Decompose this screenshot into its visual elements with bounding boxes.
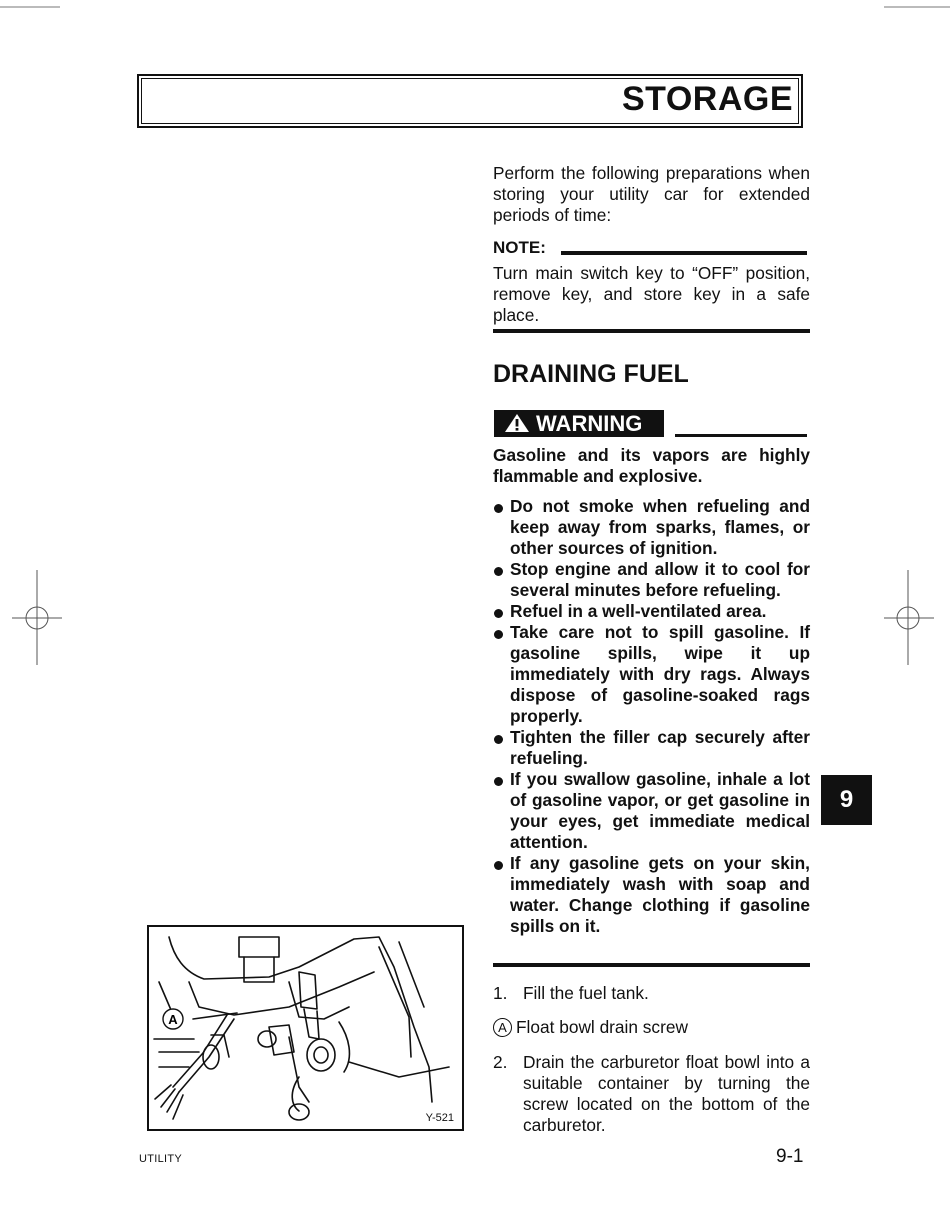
warning-bullet: Do not smoke when refueling and keep away from sparks, flames, or other sources of ignition. (493, 496, 810, 559)
warning-badge (494, 410, 664, 437)
warning-bullet: Refuel in a well-ventilated area. (493, 601, 810, 622)
warning-lead: Gasoline and its vapors are highly flammable and explosive. (493, 445, 810, 486)
carburetor-illustration (147, 925, 464, 1131)
callout-marker-letter: A (168, 1012, 178, 1027)
note-header (493, 238, 810, 260)
warning-bullet: If any gasoline gets on your skin, immediately wash with soap and water. Change clothing if gasoline spills on it. (493, 853, 810, 937)
note-text: Turn main switch key to “OFF” position, remove key, and store key in a safe place. (493, 263, 810, 325)
step-1 (493, 983, 810, 1004)
footer-model: UTILITY (139, 1153, 183, 1165)
intro-paragraph: Perform the following preparations when storing your utility car for extended periods of time: (493, 163, 810, 225)
warning-end-rule (493, 963, 810, 967)
step-2 (493, 1052, 810, 1136)
warning-rule (675, 434, 807, 437)
warning-bullet: Take care not to spill gasoline. If gasoline spills, wipe it up immediately with dry rags. Always dispose of gasoline-soaked rags properly. (493, 622, 810, 727)
step-text: Fill the fuel tank. (523, 983, 649, 1003)
warning-list (493, 496, 810, 937)
warning-triangle-icon (504, 413, 530, 433)
page-number: 9-1 (776, 1146, 804, 1167)
callout-text: Float bowl drain screw (516, 1017, 688, 1037)
page-title: STORAGE (621, 80, 793, 118)
callout-letter: A (493, 1018, 512, 1037)
callout-legend (493, 1017, 810, 1038)
step-number: 2. (493, 1052, 508, 1072)
section-heading: DRAINING FUEL (493, 360, 689, 388)
step-text: Drain the carburetor float bowl into a suitable container by turning the screw located on the bottom of the carburetor. (523, 1052, 810, 1135)
warning-bullet: If you swallow gasoline, inhale a lot of gasoline vapor, or get gasoline in your eyes, get immediate medical attention. (493, 769, 810, 853)
carburetor-drawing (149, 927, 462, 1129)
warning-bullet: Stop engine and allow it to cool for several minutes before refueling. (493, 559, 810, 601)
warning-bullet: Tighten the filler cap securely after refueling. (493, 727, 810, 769)
note-label: NOTE: (493, 238, 546, 257)
page-title-box (137, 74, 803, 128)
chapter-tab: 9 (821, 775, 872, 825)
step-number: 1. (493, 983, 508, 1003)
figure-code: Y-521 (425, 1112, 454, 1124)
note-rule (561, 251, 807, 255)
warning-label: WARNING (536, 411, 643, 436)
note-end-rule (493, 329, 810, 333)
